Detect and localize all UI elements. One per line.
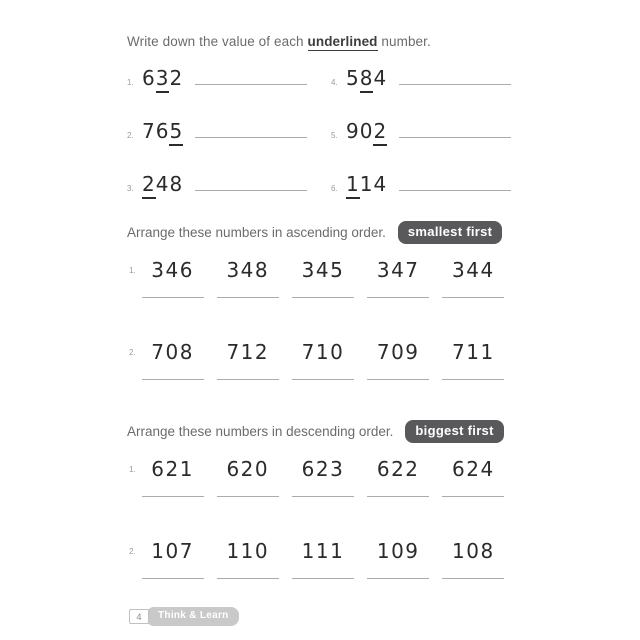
answer-line-set: [135, 378, 511, 380]
series-badge: Think & Learn: [146, 607, 239, 626]
smallest-first-badge: smallest first: [398, 221, 502, 244]
answer-line[interactable]: [399, 83, 511, 85]
answer-line[interactable]: [292, 495, 354, 497]
digit-part: 2: [169, 66, 184, 90]
answer-line[interactable]: [442, 296, 504, 298]
ordering-number: 344: [452, 258, 495, 282]
ordering-number: 108: [452, 539, 495, 563]
answer-line[interactable]: [367, 296, 429, 298]
section2-title: Arrange these numbers in ascending order.: [127, 225, 386, 240]
digit-part: 48: [155, 172, 184, 196]
underlined-digit: 2: [142, 172, 156, 199]
answer-line-set: [135, 577, 511, 579]
answer-line[interactable]: [142, 495, 204, 497]
answer-line[interactable]: [442, 577, 504, 579]
answer-line[interactable]: [195, 83, 307, 85]
ordering-number: 346: [151, 258, 194, 282]
fill-in-item-1: [127, 66, 307, 90]
underlined-digit: 2: [373, 119, 387, 146]
digit-part: 6: [142, 66, 156, 90]
item-number: 5.: [331, 131, 338, 140]
answer-line[interactable]: [217, 378, 279, 380]
fill-in-item-2: [127, 119, 307, 143]
ordering-number: 711: [452, 340, 495, 364]
answer-line[interactable]: [367, 577, 429, 579]
underlined-digit: 1: [346, 172, 360, 199]
item-number: 3.: [127, 184, 134, 193]
ordering-number: 110: [226, 539, 270, 563]
answer-line-set: [135, 495, 511, 497]
digit-part: 4: [373, 66, 388, 90]
answer-line[interactable]: [367, 378, 429, 380]
ordering-number: 621: [151, 457, 194, 481]
answer-line[interactable]: [292, 577, 354, 579]
number-set: [135, 258, 511, 282]
fill-in-grid: [127, 66, 511, 196]
answer-line[interactable]: [399, 136, 511, 138]
answer-line[interactable]: [195, 189, 307, 191]
ordering-number: 712: [226, 340, 270, 364]
ordering-number: 620: [226, 457, 270, 481]
number-set: [135, 539, 511, 563]
digit-part: 5: [346, 66, 360, 90]
number-set: [135, 340, 511, 364]
underlined-digit: 8: [360, 66, 374, 93]
answer-line[interactable]: [195, 136, 307, 138]
title-underlined-word: underlined: [307, 34, 378, 49]
section3-header: [127, 420, 511, 443]
section2-header: [127, 221, 511, 244]
section3-title: Arrange these numbers in descending order.: [127, 424, 394, 439]
ordering-number: 622: [376, 457, 420, 481]
digit-part: 14: [359, 172, 388, 196]
answer-line-set: [135, 296, 511, 298]
biggest-first-badge: biggest first: [405, 420, 503, 443]
answer-line[interactable]: [142, 378, 204, 380]
ordering-number: 109: [376, 539, 420, 563]
item-number: 6.: [331, 184, 338, 193]
item-number: 1.: [129, 465, 136, 474]
item-number: 2.: [129, 547, 136, 556]
answer-line[interactable]: [217, 296, 279, 298]
answer-line[interactable]: [142, 296, 204, 298]
digit-part: 90: [346, 119, 374, 143]
exercise-number: [142, 172, 183, 196]
page-footer: [129, 607, 239, 626]
page-number-box: 4: [129, 609, 149, 624]
ordering-number: 107: [151, 539, 194, 563]
item-number: 1.: [129, 266, 136, 275]
exercise-number: [346, 119, 387, 143]
ordering-row: [127, 457, 511, 497]
answer-line[interactable]: [217, 577, 279, 579]
answer-line[interactable]: [367, 495, 429, 497]
ordering-row: [127, 539, 511, 579]
title-prefix: Write down the value of each: [127, 34, 308, 49]
exercise-number: [142, 119, 183, 143]
answer-line[interactable]: [292, 296, 354, 298]
ordering-number: 348: [226, 258, 270, 282]
ordering-row: [127, 258, 511, 298]
exercise-number: [346, 66, 387, 90]
exercise-number: [142, 66, 183, 90]
section1-title: [127, 34, 511, 50]
answer-line[interactable]: [217, 495, 279, 497]
ordering-number: 347: [376, 258, 420, 282]
ordering-number: 111: [301, 539, 345, 563]
fill-in-item-4: [331, 66, 511, 90]
answer-line[interactable]: [142, 577, 204, 579]
item-number: 2.: [129, 348, 136, 357]
worksheet-page: [127, 0, 511, 579]
item-number: 4.: [331, 78, 338, 87]
digit-part: 76: [142, 119, 170, 143]
ordering-number: 710: [301, 340, 345, 364]
fill-in-item-5: [331, 119, 511, 143]
underlined-digit: 3: [156, 66, 170, 93]
fill-in-item-6: [331, 172, 511, 196]
answer-line[interactable]: [442, 495, 504, 497]
ordering-number: 709: [376, 340, 420, 364]
item-number: 1.: [127, 78, 134, 87]
item-number: 2.: [127, 131, 134, 140]
ordering-number: 624: [452, 457, 495, 481]
ordering-number: 345: [301, 258, 345, 282]
answer-line[interactable]: [399, 189, 511, 191]
number-set: [135, 457, 511, 481]
underlined-digit: 5: [169, 119, 183, 146]
ordering-row: [127, 340, 511, 380]
exercise-number: [346, 172, 387, 196]
ordering-number: 708: [151, 340, 194, 364]
answer-line[interactable]: [292, 378, 354, 380]
fill-in-item-3: [127, 172, 307, 196]
answer-line[interactable]: [442, 378, 504, 380]
ordering-number: 623: [301, 457, 345, 481]
title-suffix: number.: [377, 34, 431, 49]
